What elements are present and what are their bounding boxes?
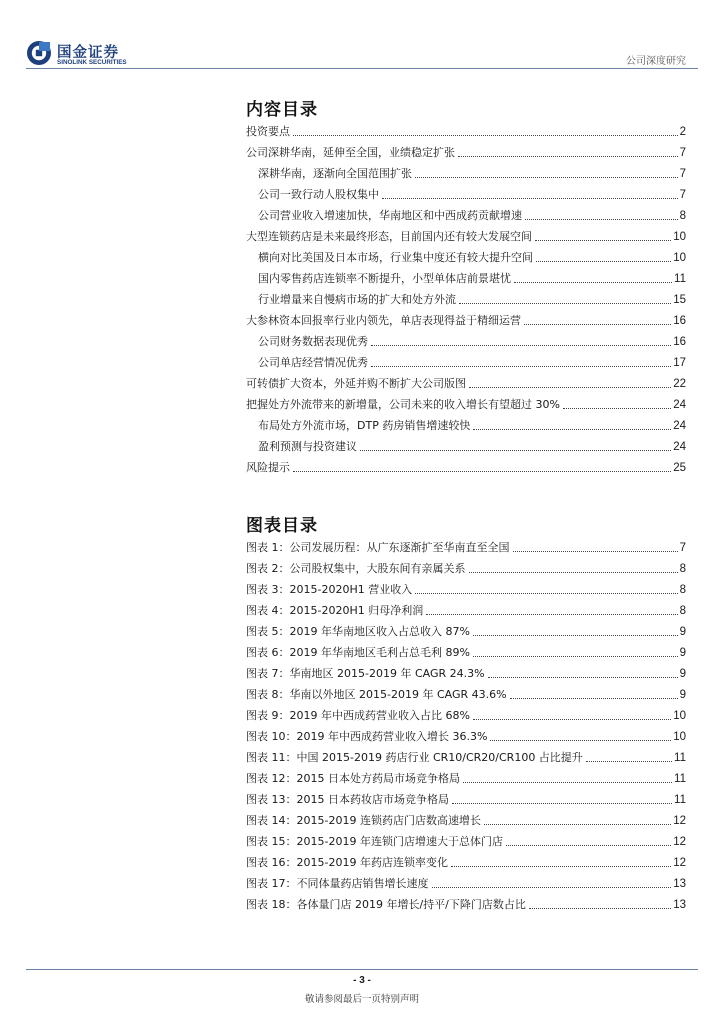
toc-page-number: 24	[673, 420, 686, 432]
disclaimer-text: 敬请参阅最后一页特别声明	[304, 994, 419, 1005]
toc-entry[interactable]	[246, 849, 686, 870]
toc-entry-title: 图表 6：2019 年华南地区毛利占总毛利 89%	[246, 646, 470, 659]
toc-entry-title: 布局处方外流市场，DTP 药房销售增速较快	[258, 419, 471, 432]
toc-entry[interactable]	[246, 807, 686, 828]
toc-entry-title: 图表 12：2015 日本处方药局市场竞争格局	[246, 772, 460, 785]
toc-entry[interactable]	[246, 744, 686, 765]
toc-page-number: 16	[673, 315, 686, 327]
toc-entry[interactable]	[246, 828, 686, 849]
toc-entry[interactable]	[246, 597, 686, 618]
toc-page-number: 11	[674, 752, 686, 764]
toc-entry[interactable]	[246, 576, 686, 597]
toc-entry-title: 公司一致行动人股权集中	[258, 188, 379, 201]
toc-entry[interactable]	[246, 412, 686, 433]
dot-leader	[371, 344, 671, 346]
dot-leader	[510, 697, 678, 699]
toc-entry-title: 横向对比美国及日本市场，行业集中度还有较大提升空间	[258, 251, 533, 264]
toc-entry[interactable]	[246, 723, 686, 744]
dot-leader	[415, 176, 678, 178]
contents-title: 内容目录	[246, 100, 318, 120]
dot-leader	[529, 907, 671, 909]
contents-list	[246, 118, 686, 475]
toc-page-number: 7	[679, 147, 686, 159]
toc-page-number: 10	[673, 710, 686, 722]
toc-entry[interactable]	[246, 223, 686, 244]
dot-leader	[426, 613, 677, 615]
toc-entry-title: 深耕华南，逐渐向全国范围扩张	[258, 167, 412, 180]
dot-leader	[293, 470, 671, 472]
toc-entry-title: 图表 16：2015-2019 年药店连锁率变化	[246, 856, 448, 869]
toc-entry-title: 图表 7：华南地区 2015-2019 年 CAGR 24.3%	[246, 667, 485, 680]
figures-list	[246, 534, 686, 912]
toc-page-number: 17	[673, 357, 686, 369]
toc-page-number: 9	[679, 647, 686, 659]
toc-entry-title: 公司财务数据表现优秀	[258, 335, 368, 348]
dot-leader	[563, 407, 671, 409]
toc-entry-title: 图表 11：中国 2015-2019 药店行业 CR10/CR20/CR100 占比提升	[246, 751, 583, 764]
toc-entry[interactable]	[246, 328, 686, 349]
toc-entry[interactable]	[246, 286, 686, 307]
dot-leader	[484, 823, 671, 825]
toc-page-number: 24	[673, 399, 686, 411]
dot-leader	[473, 634, 678, 636]
toc-page-number: 9	[679, 626, 686, 638]
toc-entry-title: 把握处方外流带来的新增量，公司未来的收入增长有望超过 30%	[246, 398, 560, 411]
dot-leader	[473, 718, 671, 720]
toc-entry[interactable]	[246, 139, 686, 160]
page-header	[0, 0, 724, 80]
toc-entry[interactable]	[246, 118, 686, 139]
figures-title: 图表目录	[246, 516, 318, 536]
page-number: - 3 -	[353, 975, 371, 986]
dot-leader	[371, 365, 671, 367]
toc-entry-title: 公司营业收入增速加快，华南地区和中西成药贡献增速	[258, 209, 522, 222]
toc-entry-title: 图表 2：公司股权集中，大股东间有亲属关系	[246, 562, 466, 575]
dot-leader	[458, 155, 678, 157]
toc-entry-title: 图表 15：2015-2019 年连锁门店增速大于总体门店	[246, 835, 503, 848]
toc-page-number: 10	[673, 731, 686, 743]
toc-entry[interactable]	[246, 370, 686, 391]
toc-entry-title: 国内零售药店连锁率不断提升，小型单体店前景堪忧	[258, 272, 511, 285]
toc-entry[interactable]	[246, 454, 686, 475]
dot-leader	[525, 218, 678, 220]
footer-divider	[26, 969, 698, 970]
toc-entry[interactable]	[246, 702, 686, 723]
toc-entry-title: 图表 10：2019 年中西成药营业收入增长 36.3%	[246, 730, 488, 743]
toc-entry[interactable]	[246, 202, 686, 223]
toc-entry[interactable]	[246, 870, 686, 891]
toc-page-number: 11	[674, 273, 686, 285]
toc-page-number: 10	[673, 231, 686, 243]
dot-leader	[459, 302, 671, 304]
dot-leader	[473, 428, 671, 430]
dot-leader	[432, 886, 672, 888]
toc-entry[interactable]	[246, 618, 686, 639]
toc-page-number: 9	[679, 689, 686, 701]
toc-page-number: 11	[674, 794, 686, 806]
toc-page-number: 25	[673, 462, 686, 474]
toc-entry-title: 公司深耕华南，延伸至全国，业绩稳定扩张	[246, 146, 455, 159]
dot-leader	[463, 781, 672, 783]
logo-english-name: SINOLINK SECURITIES	[57, 59, 127, 66]
toc-page-number: 8	[679, 584, 686, 596]
toc-page-number: 13	[673, 899, 686, 911]
dot-leader	[469, 571, 678, 573]
toc-page-number: 7	[679, 542, 686, 554]
toc-entry[interactable]	[246, 244, 686, 265]
dot-leader	[473, 655, 678, 657]
toc-page-number: 16	[673, 336, 686, 348]
dot-leader	[490, 739, 671, 741]
dot-leader	[513, 550, 678, 552]
toc-entry[interactable]	[246, 265, 686, 286]
toc-entry[interactable]	[246, 681, 686, 702]
toc-page-number: 9	[679, 668, 686, 680]
dot-leader	[382, 197, 678, 199]
dot-leader	[536, 260, 671, 262]
toc-entry[interactable]	[246, 639, 686, 660]
toc-entry[interactable]	[246, 349, 686, 370]
toc-entry[interactable]	[246, 555, 686, 576]
toc-entry-title: 风险提示	[246, 461, 290, 474]
toc-entry-title: 图表 1：公司发展历程：从广东逐渐扩至华南直至全国	[246, 541, 510, 554]
toc-entry-title: 大参林资本回报率行业内领先，单店表现得益于精细运营	[246, 314, 521, 327]
toc-page-number: 11	[674, 773, 686, 785]
toc-entry-title: 图表 17：不同体量药店销售增长速度	[246, 877, 429, 890]
report-type-label: 公司深度研究	[626, 56, 686, 67]
toc-entry-title: 公司单店经营情况优秀	[258, 356, 368, 369]
toc-entry[interactable]	[246, 891, 686, 912]
dot-leader	[506, 844, 671, 846]
toc-entry[interactable]	[246, 307, 686, 328]
toc-entry-title: 图表 5：2019 年华南地区收入占总收入 87%	[246, 625, 470, 638]
dot-leader	[524, 323, 671, 325]
toc-entry[interactable]	[246, 160, 686, 181]
toc-entry-title: 图表 4：2015-2020H1 归母净利润	[246, 604, 424, 617]
toc-entry-title: 行业增量来自慢病市场的扩大和处方外流	[258, 293, 456, 306]
dot-leader	[360, 449, 671, 451]
dot-leader	[488, 676, 678, 678]
dot-leader	[452, 802, 672, 804]
header-divider	[26, 68, 698, 69]
toc-entry[interactable]	[246, 391, 686, 412]
toc-page-number: 12	[673, 836, 686, 848]
toc-entry[interactable]	[246, 786, 686, 807]
dot-leader	[451, 865, 671, 867]
toc-entry-title: 图表 3：2015-2020H1 营业收入	[246, 583, 413, 596]
toc-entry-title: 可转债扩大资本，外延并购不断扩大公司版图	[246, 377, 466, 390]
toc-entry[interactable]	[246, 534, 686, 555]
toc-page-number: 12	[673, 857, 686, 869]
company-logo	[26, 40, 136, 68]
sinolink-logo-icon	[26, 40, 52, 66]
toc-page-number: 22	[673, 378, 686, 390]
toc-page-number: 8	[679, 563, 686, 575]
toc-page-number: 24	[673, 441, 686, 453]
dot-leader	[535, 239, 671, 241]
toc-entry-title: 图表 14：2015-2019 连锁药店门店数高速增长	[246, 814, 481, 827]
toc-entry-title: 图表 13：2015 日本药妆店市场竞争格局	[246, 793, 449, 806]
toc-entry-title: 图表 8：华南以外地区 2015-2019 年 CAGR 43.6%	[246, 688, 507, 701]
toc-entry[interactable]	[246, 181, 686, 202]
logo-chinese-name: 国金证券	[57, 45, 119, 61]
toc-page-number: 13	[673, 878, 686, 890]
toc-entry-title: 投资要点	[246, 125, 290, 138]
dot-leader	[469, 386, 671, 388]
toc-page-number: 2	[679, 126, 686, 138]
dot-leader	[514, 281, 672, 283]
toc-page-number: 8	[679, 605, 686, 617]
toc-entry-title: 图表 9：2019 年中西成药营业收入占比 68%	[246, 709, 470, 722]
toc-page-number: 15	[673, 294, 686, 306]
toc-page-number: 7	[679, 189, 686, 201]
toc-page-number: 12	[673, 815, 686, 827]
toc-entry[interactable]	[246, 765, 686, 786]
toc-entry-title: 盈利预测与投资建议	[258, 440, 357, 453]
toc-entry-title: 大型连锁药店是未来最终形态，目前国内还有较大发展空间	[246, 230, 532, 243]
dot-leader	[415, 592, 677, 594]
dot-leader	[586, 760, 672, 762]
toc-page-number: 8	[679, 210, 686, 222]
toc-entry-title: 图表 18：各体量门店 2019 年增长/持平/下降门店数占比	[246, 898, 526, 911]
dot-leader	[293, 134, 678, 136]
toc-entry[interactable]	[246, 660, 686, 681]
toc-page-number: 10	[673, 252, 686, 264]
toc-entry[interactable]	[246, 433, 686, 454]
toc-page-number: 7	[679, 168, 686, 180]
